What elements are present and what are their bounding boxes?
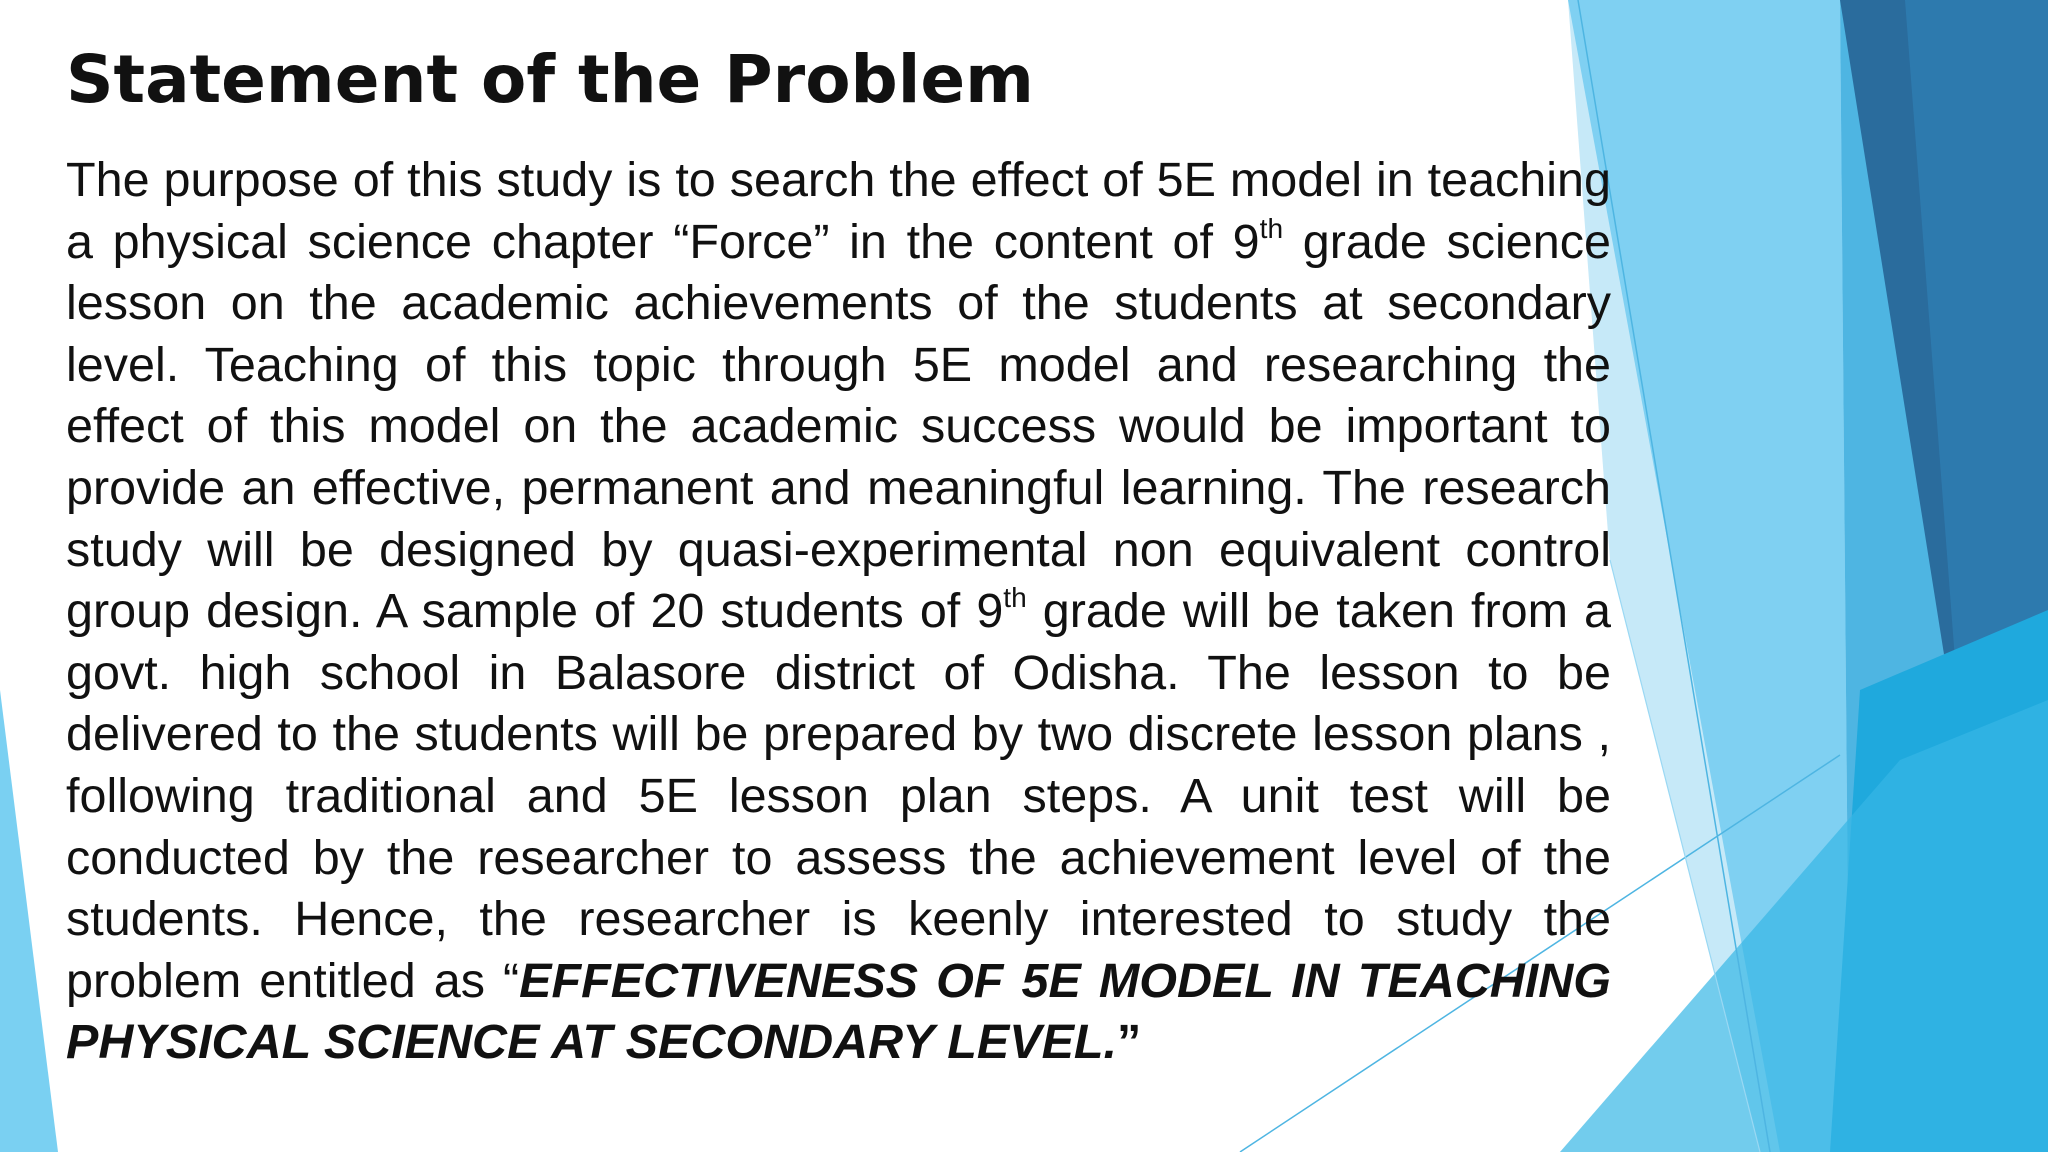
body-part-2: grade science lesson on the academic achievements of the students at secondary level. Teaching of this topic through 5E model and researching the effect of this model on the academic success would be important to provide an effective, permanent and meaningful learning. The research study will be designed by quasi-experimental non equivalent control group design. A sample of 20 students of 9 [66, 214, 1611, 639]
body-part-3: grade will be taken from a govt. high school in Balasore district of Odisha. The lesson to be delivered to the students will be prepared by two discrete lesson plans , following traditional and 5E lesson plan steps. A unit test will be conducted by the researcher to assess the achievement level of the students. Hence, the researcher is keenly interested to study the problem entitled as “ [66, 584, 1611, 1008]
slide-title: Statement of the Problem [66, 41, 1034, 118]
body-intro: The purpose of this study is to search the effect of 5E model in teaching a physical science chapter “Force” in the content of 9 [66, 153, 1611, 269]
left-edge-shape [0, 690, 58, 1152]
body-paragraph [66, 150, 1611, 1074]
ordinal-superscript-1: th [1259, 212, 1284, 244]
closing-quote: ” [1117, 1015, 1142, 1070]
ordinal-superscript-2: th [1003, 581, 1027, 613]
study-title-emphasis: EFFECTIVENESS OF 5E MODEL IN TEACHING PHYSICAL SCIENCE AT SECONDARY LEVEL. [66, 953, 1612, 1070]
